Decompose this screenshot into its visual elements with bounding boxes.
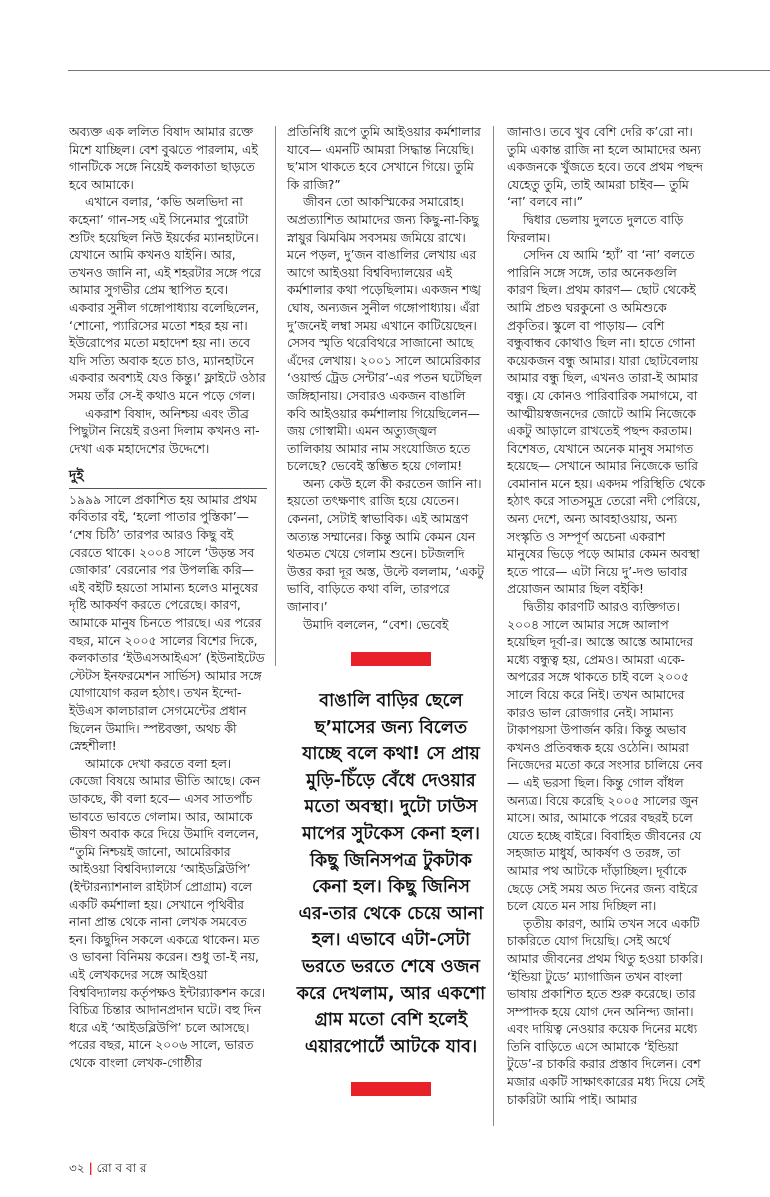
article-column-1 [69, 124, 267, 1072]
column-divider [275, 126, 276, 666]
paragraph: দ্বিধার ভেলায় দুলতে দুলতে বাড়ি ফিরলাম। [507, 212, 684, 245]
paragraph: প্রতিনিধি রূপে তুমি আইওয়ার কর্মশালার যাবে— এমনটি আমরা সিদ্ধান্ত নিয়েছি। ছ’মাস থাকতে হবে সেখানে গিয়ে। তুমি কি রাজি?” [287, 125, 481, 192]
pull-quote-text: বাঙালি বাড়ির ছেলে ছ’মাসের জন্য বিলেত যাচ্ছে বলে কথা! সে প্রায় মুড়ি-চিঁড়ে বেঁধে দেওয়ার মতো অবস্থা। দুটো ঢাউস মাপের সুটকেস কেনা হল। কিছু জিনিসপত্র টুকটাক কেনা হল। কিছু জিনিস এর-তার থেকে চেয়ে আনা হল। এভাবে এটা-সেটা ভরতে ভরতে শেষে ওজন করে দেখলাম, আর একশো গ্রাম মতো বেশি হলেই এয়ারপোর্টে আটকে যাব। [296, 691, 486, 1057]
paragraph: এখানে বলার, ‘কভি অলভিদা না কহেনা’ গান-সহ এই সিনেমার পুরোটা শুটিং হয়েছিল নিউ ইয়র্কের ম্যানহাটনে। যেখানে আমি কখনও যাইনি। আর, তখনও জানি না, এই শহরটার সঙ্গে পরে আমার সুগভীর প্রেম স্থাপিত হবে। একবার সুনীল গঙ্গোপাধ্যায় বলেছিলেন, ‘শোনো, প্যারিসের মতো শহর হয় না। ইউরোপের মতো মহাদেশ হয় না। তবে যদি সত্যি অবাক হতে চাও, ম্যানহাটনে একবার অবশ্যই যেও কিন্তু।’ ফ্লাইটে ওঠার সময় তাঁর সে-ই কথাও মনে পড়ে গেল। [69, 195, 266, 403]
column-divider [493, 126, 494, 1126]
paragraph: জানাও। তবে খুব বেশি দেরি ক’রো না। তুমি একান্ত রাজি না হলে আমাদের অন্য একজনকে খুঁজতে হবে। তবে প্রথম পছন্দ যেহেতু তুমি, তাই আমরা চাইব— তুমি ‘না’ বলবে না।” [507, 125, 703, 210]
page-number: ৩২ [69, 1161, 85, 1175]
paragraph: তৃতীয় কারণ, আমি তখন সবে একটি চাকরিতে যোগ দিয়েছি। সেই অর্থে আমার জীবনের প্রথম থিতু হওয়া চাকরি। ‘ইন্ডিয়া টুডে’ ম্যাগাজিন তখন বাংলা ভাষায় প্রকাশিত হতে শুরু করেছে। তার সম্পাদক হয়ে যোগ দেন অনিন্দ্য জানা। এবং দায়িত্ব নেওয়ার কয়েক দিনের মধ্যে তিনি বাড়িতে এসে আমাকে ‘ইন্ডিয়া টুডে’-র চাকরি করার প্রস্তাব দিলেন। বেশ মজার একটি সাক্ষাৎকারের মধ্য দিয়ে সেই চাকরিটা আমি পাই। আমার [507, 916, 705, 1107]
paragraph: সেদিন যে আমি ‘হ্যাঁ’ বা ‘না’ বলতে পারিনি সঙ্গে সঙ্গে, তার অনেকগুলি কারণ ছিল। প্রথম কারণ— ছোট থেকেই আমি প্রচণ্ড ঘরকুনো ও অমিশুকে প্রকৃতির। স্কুলে বা পাড়ায়— বেশি বন্ধুবান্ধব কোথাও ছিল না। হাতে গোনা কয়েকজন বন্ধু আমার। যারা ছোটবেলায় আমার বন্ধু ছিল, এখনও তারা-ই আমার বন্ধু। যে কোনও পারিবারিক সমাগমে, বা আত্মীয়স্বজনদের জোটে আমি নিজেকে একটু আড়ালে রাখতেই পছন্দ করতাম। বিশেষত, যেখানে অনেক মানুষ সমাগত হয়েছে— সেখানে আমার নিজেকে ভারি বেমানান মনে হয়। একদম পরিস্থিতি থেকে হঠাৎ করে সাতসমুদ্র তেরো নদী পেরিয়ে, অন্য দেশে, অন্য আবহাওয়ায়, অন্য সংস্কৃতি ও সম্পূর্ণ অচেনা একরাশ মানুষের ভিড়ে পড়ে আমার কেমন অবস্থা হতে পারে— এটা নিয়ে দু’-দণ্ড ভাবার প্রয়োজন আমার ছিল বইকি! [507, 248, 706, 597]
pull-quote-top-bar [351, 652, 431, 666]
folio-separator: | [88, 1161, 93, 1175]
paragraph: অন্য কেউ হলে কী করতেন জানি না। হয়তো তৎক্ষণাৎ রাজি হয়ে যেতেন। কেননা, সেটাই স্বাভাবিক। এই আমন্ত্রণ অত্যন্ত সম্মানের। কিন্তু আমি কেমন যেন থতমত খেয়ে গেলাম শুনে। চটজলদি উত্তর করা দূর অস্ত, উল্টে বললাম, ‘একটু ভাবি, বাড়িতে কথা বলি, তারপরে জানাব।’ [287, 476, 484, 615]
paragraph: উমাদি বললেন, “বেশ। ভেবেই [303, 617, 449, 632]
header-rule [68, 70, 770, 71]
pull-quote [295, 652, 487, 1132]
section-heading: দুই [69, 468, 84, 485]
paragraph: জীবন তো আকস্মিকের সমারোহ। অপ্রত্যাশিত আমাদের জন্য কিছু-না-কিছু স্নায়ুর ঝিমঝিম সবসময় জমিয়ে রাখে। মনে পড়ল, দু’জন বাঙালির লেখায় এর আগে আইওয়া বিশ্ববিদ্যালয়ের এই কর্মশালার কথা পড়েছিলাম। একজন শঙ্খ ঘোষ, অন্যজন সুনীল গঙ্গোপাধ্যায়। এঁরা দু’জনেই লম্বা সময় এখানে কাটিয়েছেন। সেসব স্মৃতি থরেবিথরে সাজানো আছে এঁদের লেখায়। ২০০১ সালে আমেরিকার ‘ওয়ার্ল্ড ট্রেড সেন্টার’-এর পতন ঘটেছিল জঙ্গিহানায়। সেবারও একজন বাঙালি কবি আইওয়ার কর্মশালায় গিয়েছিলেন— জয় গোস্বামী। এমন অত্যুজ্জ্বল তালিকায় আমার নাম সংযোজিত হতে চলেছে? ভেবেই স্তম্ভিত হয়ে গেলাম! [287, 195, 482, 474]
paragraph: অব্যক্ত এক ললিত বিষাদ আমার রক্তে মিশে যাচ্ছিল। বেশ বুঝতে পারলাম, এই গানটিকে সঙ্গে নিয়েই কলকাতা ছাড়তে হবে আমাকে। [69, 125, 258, 192]
page-footer [69, 1160, 147, 1180]
paragraph: ১৯৯৯ সালে প্রকাশিত হয় আমার প্রথম কবিতার বই, ‘হলো পাতার পুস্তিকা’— ‘শেষ চিঠি’ তারপর আরও কিছু বই বেরতে থাকে। ২০০৪ সালে ‘উড়ন্ত সব জোকার’ বেরনোর পর উপলব্ধি করি— এই বইটি হয়তো সামান্য হলেও মানুষের দৃষ্টি আকর্ষণ করতে পেরেছে। কারণ, আমাকে মানুষ চিনতে পারছে। এর পরের বছর, মানে ২০০৫ সালের বিশের দিকে, কলকাতার ‘ইউএসআইএস’ (ইউনাইটেড স্টেটস ইনফরমেশন সার্ভিস) আমার সঙ্গে যোগাযোগ করল হঠাৎ। তখন ইন্দো-ইউএস কালচারাল সেগমেন্টের প্রধান ছিলেন উমাদি। স্পষ্টবক্তা, অথচ কী স্নেহশীলা! [69, 492, 265, 754]
paragraph: আমাকে দেখা করতে বলা হল। কেজো বিষয়ে আমার ভীতি আছে। কেন ডাকছে, কী বলা হবে— এসব সাতপাঁচ ভাবতে ভাবতে গেলাম। আর, আমাকে ভীষণ অবাক করে দিয়ে উমাদি বললেন, “তুমি নিশ্চয়ই জানো, আমেরিকার আইওয়া বিশ্ববিদ্যালয়ে ‘আইডব্লিউপি’ (ইন্টারন্যাশনাল রাইটার্স প্রোগ্রাম) বলে একটি কর্মশালা হয়। সেখানে পৃথিবীর নানা প্রান্ত থেকে নানা লেখক সমবেত হন। কিছুদিন সকলে একত্রে থাকেন। মত ও ভাবনা বিনিময় করেন। শুধু তা-ই নয়, এই লেখকদের সঙ্গে আইওয়া বিশ্ববিদ্যালয় কর্তৃপক্ষও ইন্টার‍্যাকশন করে। বিচিত্র চিন্তার আদানপ্রদান ঘটে। বহু দিন ধরে এই ‘আইডব্লিউপি’ চলে আসছে। পরের বছর, মানে ২০০৬ সালে, ভারত থেকে বাংলা লেখক-গোষ্ঠীর [69, 756, 266, 1070]
paragraph: একরাশ বিষাদ, অনিশ্চয় এবং তীব্র পিছুটান নিয়েই রওনা দিলাম কখনও না-দেখা এক মহাদেশের উদ্দেশে। [69, 406, 260, 456]
pull-quote-bottom-bar [351, 1082, 431, 1096]
paragraph: দ্বিতীয় কারণটি আরও ব্যক্তিগত। ২০০৪ সালে আমার সঙ্গে আলাপ হয়েছিল দূর্বা-র। আস্তে আস্তে আমাদের মধ্যে বন্ধুত্ব হয়, প্রেমও। আমরা একে-অপরের সঙ্গে থাকতে চাই বলে ২০০৫ সালে বিয়ে করে নিই। তখন আমাদের কারও ভাল রোজগার নেই। সামান্য টাকাপয়সা উপার্জন করি। কিন্তু অভাব কখনও প্রতিবন্ধক হয়ে ওঠেনি। আমরা নিজেদের মতো করে সংসার চালিয়ে নেব— এই ভরসা ছিল। কিন্তু গোল বাঁধল অন্যত্র। বিয়ে করেছি ২০০৫ সালের জুন মাসে। আর, আমাকে পরের বছরই চলে যেতে হচ্ছে বাইরে। বিবাহিত জীবনের যে সহজাত মাধুর্য, আকর্ষণ ও তরঙ্গ, তা আমার পথ আটকে দাঁড়াচ্ছিল। দূর্বাকে ছেড়ে সেই সময় অত দিনের জন্য বাইরে চলে যেতে মন সায় দিচ্ছিল না। [507, 600, 703, 914]
section-heading-rule [69, 488, 267, 489]
article-column-3 [507, 124, 705, 1109]
magazine-name: রো ব বা র [96, 1161, 147, 1175]
article-column-2 [287, 124, 485, 634]
